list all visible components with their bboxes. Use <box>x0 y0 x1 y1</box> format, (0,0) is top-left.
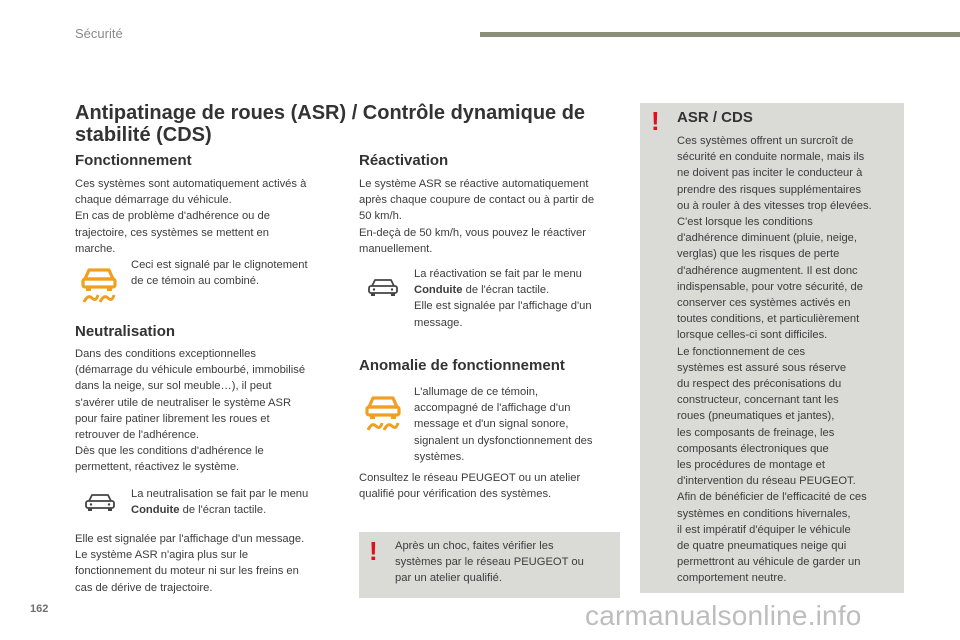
page-title: Antipatinage de roues (ASR) / Contrôle dynamique de stabilité (CDS) <box>75 102 586 146</box>
text-line: ou à rouler à des vitesses trop élevées. <box>677 199 872 212</box>
text-line: chaque démarrage du véhicule. <box>75 194 232 207</box>
heading-anomalie: Anomalie de fonctionnement <box>359 357 565 374</box>
text-line: indispensable, pour votre sécurité, de <box>677 280 863 293</box>
text-line: comportement neutre. <box>677 572 787 585</box>
section-title: Sécurité <box>75 26 123 41</box>
watermark: carmanualsonline.info <box>585 600 862 631</box>
text-line: les composants de freinage, les <box>677 426 835 439</box>
text-line: composants électroniques que <box>677 442 829 455</box>
neutralisation-after-text <box>75 531 345 596</box>
text-fragment: de l'écran tactile. <box>179 504 267 517</box>
text-line: Après un choc, faites vérifier les <box>395 540 554 552</box>
text-line: systèmes par le réseau PEUGEOT ou <box>395 556 584 569</box>
warning-exclamation-icon: ! <box>651 106 660 136</box>
text-line: toutes conditions, et particulièrement <box>677 313 860 326</box>
text-line: L'allumage de ce témoin, <box>414 386 539 398</box>
text-line: Dès que les conditions d'adhérence le <box>75 445 264 458</box>
text-line: d'adhérence diminuent (pluie, neige, <box>677 232 858 245</box>
text-line: les procédures de montage et <box>677 459 826 472</box>
text-line: systèmes en conditions hivernales, <box>677 507 851 520</box>
sidebar-heading: ASR / CDS <box>677 109 753 126</box>
text-line: Le système ASR n'agira plus sur le <box>75 549 249 562</box>
anomalie-icon-text <box>414 384 624 465</box>
text-line: (démarrage du véhicule embourbé, immobilisé <box>75 364 306 377</box>
text-line: permettront au véhicule de garder un <box>677 556 861 569</box>
text-line: Elle est signalée par l'affichage d'un message. <box>75 533 305 545</box>
text-line: trajectoire, ces systèmes se mettent en <box>75 226 269 239</box>
text-line: Ceci est signalé par le clignotement <box>131 259 308 271</box>
text-line: il est impératif d'équiper le véhicule <box>677 523 851 536</box>
text-line: accompagné de l'affichage d'un <box>414 402 571 415</box>
text-line: prendre des risques supplémentaires <box>677 183 862 196</box>
text-line: verglas) que les risques de perte <box>677 248 840 261</box>
text-line: signalent un dysfonctionnement des <box>414 434 593 447</box>
text-line: marche. <box>75 242 116 255</box>
text-line: La réactivation se fait par le menu <box>414 268 582 280</box>
text-line: cas de dérive de trajectoire. <box>75 581 213 594</box>
neutralisation-menu-text <box>131 486 346 518</box>
text-line: Ces systèmes offrent un surcroît de <box>677 135 854 147</box>
text-line: Dans des conditions exceptionnelles <box>75 348 256 360</box>
heading-reactivation: Réactivation <box>359 152 449 169</box>
menu-name: Conduite <box>414 284 463 297</box>
text-line: dans la neige, sur sol meuble…), il peut <box>75 380 272 393</box>
header-rule <box>480 32 960 37</box>
text-line: s'avérer utile de neutraliser le système ASR <box>75 396 292 409</box>
skid-warning-icon <box>362 390 404 432</box>
text-line: après chaque coupure de contact ou à partir de <box>359 194 595 207</box>
text-line: ne doivent pas inciter le conducteur à <box>677 167 863 180</box>
text-line: du respect des préconisations du <box>677 378 842 391</box>
text-line: En-deçà de 50 km/h, vous pouvez le réactiver <box>359 226 586 239</box>
fonctionnement-icon-text <box>131 257 346 289</box>
text-line <box>131 502 346 518</box>
text-line: pour faire patiner librement les roues et <box>75 412 270 425</box>
car-menu-icon <box>83 492 117 514</box>
text-line: message et d'un signal sonore, <box>414 418 569 431</box>
text-line: manuellement. <box>359 242 433 255</box>
text-line: Le système ASR se réactive automatiquement <box>359 178 589 190</box>
text-line: systèmes. <box>414 450 465 463</box>
text-line: Le fonctionnement de ces <box>677 345 806 358</box>
fonctionnement-text <box>75 176 345 257</box>
sidebar-text <box>677 133 899 587</box>
reactivation-menu-text <box>414 266 624 331</box>
text-line: lorsque celles-ci sont difficiles. <box>677 329 828 342</box>
text-line: sécurité en conduite normale, mais ils <box>677 151 865 164</box>
page-number: 162 <box>30 603 49 615</box>
text-line: systèmes est assuré sous réserve <box>677 361 847 374</box>
text-line: d'adhérence augmentent. Il est donc <box>677 264 858 277</box>
heading-neutralisation: Neutralisation <box>75 323 176 340</box>
note-text <box>395 538 615 587</box>
text-line: constructeur, concernant tant les <box>677 394 839 407</box>
text-line: message. <box>414 316 463 329</box>
text-line: Afin de bénéficier de l'efficacité de ces <box>677 491 867 504</box>
menu-name: Conduite <box>131 504 180 517</box>
text-line: d'intervention du réseau PEUGEOT. <box>677 475 856 488</box>
car-menu-icon <box>366 277 400 299</box>
text-line: Ces systèmes sont automatiquement activés à <box>75 178 307 190</box>
text-line: La neutralisation se fait par le menu <box>131 488 309 500</box>
text-line: qualifié pour vérification des systèmes. <box>359 488 552 501</box>
text-line: C'est lorsque les conditions <box>677 216 813 229</box>
text-line: 50 km/h. <box>359 210 402 223</box>
text-line: de ce témoin au combiné. <box>131 275 260 288</box>
text-line: Elle est signalée par l'affichage d'un <box>414 300 592 313</box>
text-line: fonctionnement du moteur ni sur les freins en <box>75 565 299 578</box>
text-line: En cas de problème d'adhérence ou de <box>75 210 270 223</box>
reactivation-text <box>359 176 627 257</box>
text-line: conserver ces systèmes activés en <box>677 297 851 310</box>
neutralisation-text <box>75 346 345 476</box>
anomalie-text <box>359 470 627 502</box>
skid-warning-icon <box>78 262 120 304</box>
warning-exclamation-icon: ! <box>369 536 378 566</box>
text-line: retrouver de l'adhérence. <box>75 429 200 442</box>
text-line: de quatre pneumatiques neige qui <box>677 540 847 553</box>
text-fragment: de l'écran tactile. <box>462 284 550 297</box>
text-line: roues (pneumatiques et jantes), <box>677 410 835 423</box>
text-line: permettent, réactivez le système. <box>75 461 240 474</box>
text-line <box>414 282 624 298</box>
text-line: Consultez le réseau PEUGEOT ou un atelier <box>359 472 581 484</box>
heading-fonctionnement: Fonctionnement <box>75 152 192 169</box>
text-line: par un atelier qualifié. <box>395 572 502 585</box>
